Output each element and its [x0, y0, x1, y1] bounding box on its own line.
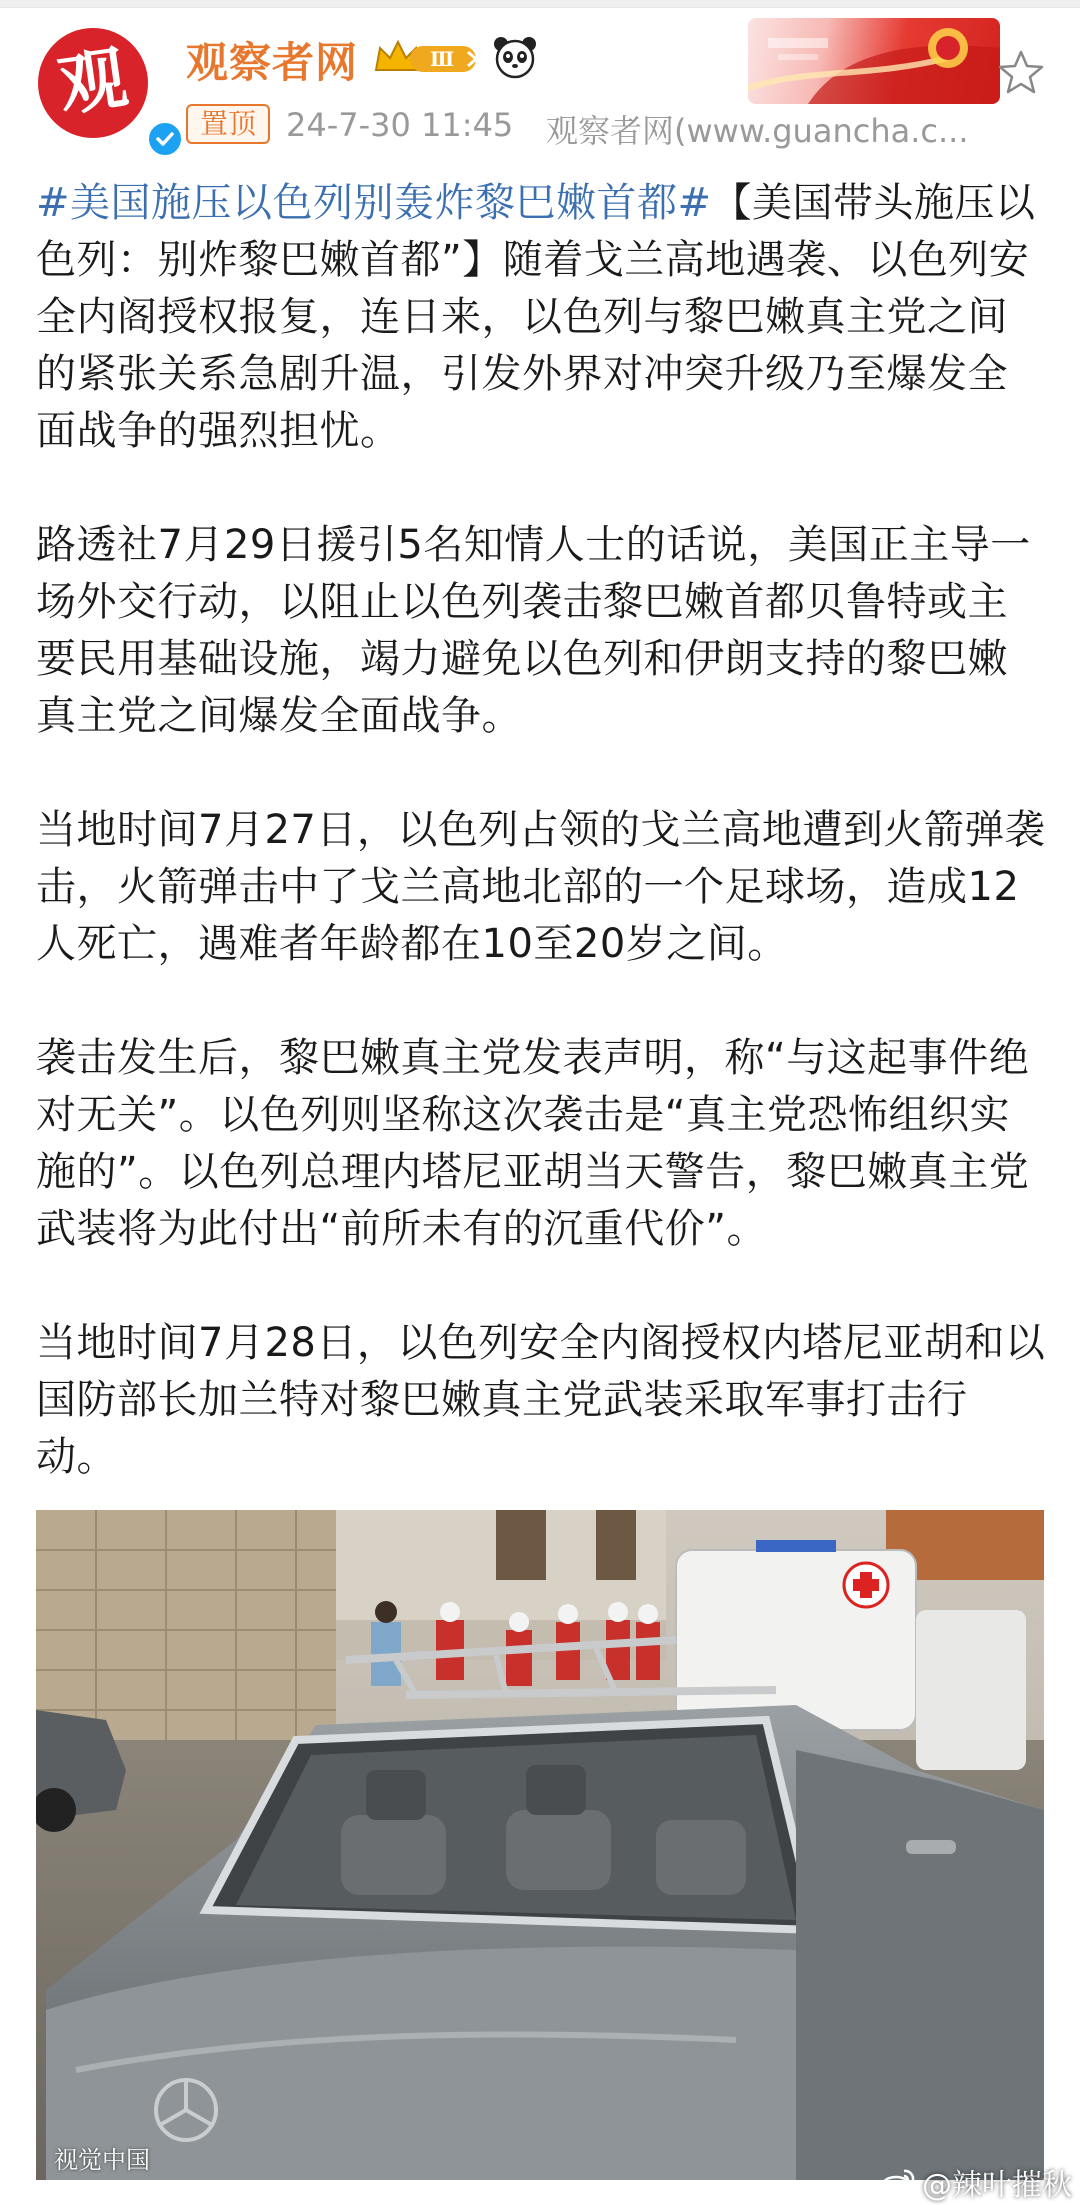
corner-watermark — [880, 2160, 1072, 2204]
decorative-banner — [748, 18, 1000, 104]
avatar-text: 观 — [53, 38, 133, 127]
post-paragraph — [36, 175, 1046, 460]
crown-badge-icon — [372, 38, 482, 78]
post-paragraph: 路透社7月29日援引5名知情人士的话说，美国正主导一场外交行动，以阻止以色列袭击黎巴嫩首都贝鲁特或主要民用基础设施，竭力避免以色列和伊朗支持的黎巴嫩真主党之间爆发全面战争。 — [36, 522, 1031, 739]
post-source: 观察者网(www.guancha.c... — [546, 112, 969, 150]
panda-icon — [492, 34, 538, 80]
corner-watermark-text: @辣叶摧秋 — [922, 2168, 1072, 2203]
level-badge-text: Ⅲ — [429, 47, 455, 71]
avatar[interactable] — [38, 28, 148, 138]
post-photo[interactable] — [36, 1510, 1044, 2180]
post-time: 24-7-30 11:45 — [286, 106, 514, 144]
post-body — [36, 175, 1046, 1486]
pinned-badge: 置顶 — [186, 104, 270, 144]
post-paragraph: 当地时间7月28日，以色列安全内阁授权内塔尼亚胡和以国防部长加兰特对黎巴嫩真主党武装采取军事打击行动。 — [36, 1320, 1046, 1480]
hashtag-link[interactable]: #美国施压以色列别轰炸黎巴嫩首都# — [36, 180, 712, 226]
favorite-star-icon[interactable] — [996, 48, 1046, 98]
paragraph-text: 【美国带头施压以色列：别炸黎巴嫩首都”】随着戈兰高地遇袭、以色列安全内阁授权报复，连日来，以色列与黎巴嫩真主党之间的紧张关系急剧升温，引发外界对冲突升级乃至爆发全面战争的强烈担忧。 — [36, 180, 1036, 454]
photo-watermark: 视觉中国 — [54, 2146, 150, 2174]
photo-illustration — [36, 1510, 1044, 2180]
username[interactable]: 观察者网 — [186, 38, 359, 87]
top-divider — [0, 0, 1080, 8]
post-header — [0, 8, 1080, 158]
post-paragraph: 袭击发生后，黎巴嫩真主党发表声明，称“与这起事件绝对无关”。以色列则坚称这次袭击是“真主党恐怖组织实施的”。以色列总理内塔尼亚胡当天警告，黎巴嫩真主党武装将为此付出“前所未有的沉重代价”。 — [36, 1035, 1030, 1252]
post-paragraph: 当地时间7月27日，以色列占领的戈兰高地遭到火箭弹袭击，火箭弹击中了戈兰高地北部的一个足球场，造成12人死亡，遇难者年龄都在10至20岁之间。 — [36, 807, 1046, 967]
verified-icon — [146, 120, 184, 158]
weibo-icon — [880, 2167, 916, 2197]
